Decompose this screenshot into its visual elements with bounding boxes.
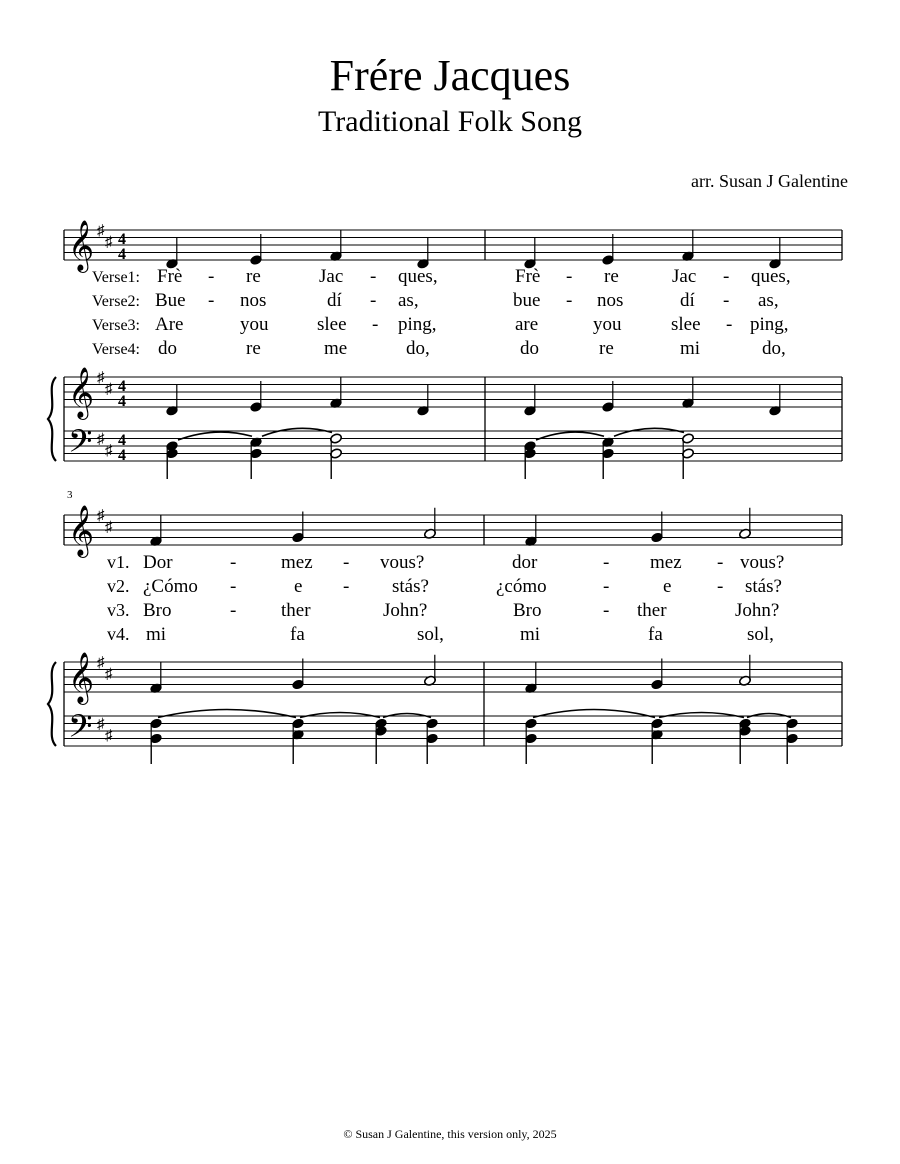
lyric-hyphen: - [717,552,724,573]
lyric-syllable: stás? [392,576,429,597]
lyric-syllable: Bro [143,600,172,621]
bass-clef-icon: 𝄢 [68,710,93,752]
lyric-hyphen: - [208,266,215,287]
time-signature-denominator: 4 [118,447,126,464]
piano-brace [48,662,56,746]
lyric-syllable: dor [512,552,538,573]
lyric-syllable: Are [155,314,184,335]
lyric-syllable: ¿cómo [496,576,547,597]
lyric-syllable: do [520,338,539,359]
verse-label: v3. [107,600,130,620]
verse-label: v4. [107,624,130,644]
sharp-icon: ♯ [105,442,113,459]
treble-clef-icon: 𝄞 [68,221,95,270]
lyric-syllable: mez [281,552,313,573]
lyric-syllable: nos [597,290,624,311]
sharp-icon: ♯ [105,727,113,744]
lyric-syllable: you [240,314,269,335]
lyric-syllable: re [246,338,261,359]
sharp-icon: ♯ [105,519,113,536]
lyric-hyphen: - [208,290,215,311]
lyric-syllable: slee [317,314,347,335]
lyric-syllable: nos [240,290,267,311]
lyric-syllable: dí [680,290,695,311]
lyric-syllable: do [158,338,177,359]
verse-label: v1. [107,552,130,572]
measure-number: 3 [67,489,73,501]
lyric-syllable: Bro [513,600,542,621]
sharp-icon: ♯ [97,716,105,733]
sharp-icon: ♯ [97,655,105,671]
lyric-syllable: stás? [745,576,782,597]
lyric-syllable: ther [281,600,311,621]
lyric-hyphen: - [372,314,379,335]
lyric-hyphen: - [717,576,724,597]
lyric-syllable: you [593,314,622,335]
sharp-icon: ♯ [97,223,105,239]
lyric-syllable: ther [637,600,667,621]
sharp-icon: ♯ [105,234,113,251]
lyric-syllable: mi [520,624,541,645]
lyric-syllable: slee [671,314,701,335]
lyric-syllable: John? [735,600,780,621]
lyric-syllable: Jac [319,266,344,287]
lyric-syllable: Frè [157,266,183,287]
lyric-syllable: vous? [380,552,425,573]
lyric-hyphen: - [230,600,237,621]
lyric-syllable: ping, [750,314,789,335]
verse-label: v2. [107,576,130,596]
verse-label: Verse1: [92,269,140,286]
lyric-syllable: do, [406,338,430,359]
time-signature-denominator: 4 [118,393,126,410]
lyric-syllable: re [246,266,261,287]
sharp-icon: ♯ [97,370,105,386]
verse-label: Verse4: [92,341,140,358]
lyric-hyphen: - [603,600,610,621]
treble-clef-icon: 𝄞 [68,506,95,555]
tie-slur [300,713,380,718]
time-signature-numerator: 4 [118,432,126,449]
lyric-syllable: ping, [398,314,437,335]
lyric-syllable: John? [383,600,428,621]
lyric-syllable: mi [146,624,167,645]
lyric-syllable: as, [758,290,779,311]
lyric-syllable: ¿Cómo [143,576,198,597]
tie-slur [659,713,744,718]
lyric-hyphen: - [343,576,350,597]
lyric-syllable: sol, [417,624,444,645]
lyric-syllable: me [324,338,348,359]
lyric-hyphen: - [723,266,730,287]
lyric-syllable: re [604,266,619,287]
lyric-syllable: fa [290,624,305,645]
lyric-hyphen: - [343,552,350,573]
lyric-syllable: vous? [740,552,785,573]
time-signature-numerator: 4 [118,378,126,395]
lyric-syllable: as, [398,290,419,311]
treble-clef-icon: 𝄞 [68,653,95,702]
lyric-syllable: e [294,576,303,597]
tie-slur [262,428,332,436]
lyric-hyphen: - [230,576,237,597]
lyric-hyphen: - [370,290,377,311]
lyric-syllable: Frè [515,266,541,287]
lyric-hyphen: - [726,314,733,335]
treble-clef-icon: 𝄞 [68,368,95,417]
song-title: Frére Jacques [329,51,571,100]
lyric-syllable: mi [680,338,701,359]
lyric-syllable: are [515,314,539,335]
bass-clef-icon: 𝄢 [68,425,93,467]
verse-label: Verse2: [92,293,140,310]
lyric-hyphen: - [723,290,730,311]
lyric-syllable: fa [648,624,663,645]
lyric-syllable: mez [650,552,682,573]
copyright-notice: © Susan J Galentine, this version only, 2025 [343,1127,557,1141]
lyric-hyphen: - [566,266,573,287]
lyric-syllable: Jac [672,266,697,287]
lyric-hyphen: - [566,290,573,311]
verse-label: Verse3: [92,317,140,334]
lyric-hyphen: - [603,552,610,573]
time-signature-denominator: 4 [118,246,126,263]
sharp-icon: ♯ [97,431,105,448]
lyric-syllable: re [599,338,614,359]
lyric-hyphen: - [603,576,610,597]
sharp-icon: ♯ [105,381,113,398]
lyric-hyphen: - [370,266,377,287]
piano-brace [48,377,56,461]
time-signature-numerator: 4 [118,231,126,248]
arranger-credit: arr. Susan J Galentine [691,171,848,191]
tie-slur [614,428,684,436]
lyric-syllable: e [663,576,672,597]
sharp-icon: ♯ [97,508,105,524]
song-subtitle: Traditional Folk Song [318,105,582,138]
lyric-syllable: sol, [747,624,774,645]
lyric-syllable: ques, [398,266,438,287]
lyric-syllable: Bue [155,290,186,311]
lyric-syllable: dí [327,290,342,311]
lyric-syllable: do, [762,338,786,359]
lyric-syllable: Dor [143,552,173,573]
sharp-icon: ♯ [105,666,113,683]
lyric-syllable: bue [513,290,541,311]
lyric-hyphen: - [230,552,237,573]
lyric-syllable: ques, [751,266,791,287]
